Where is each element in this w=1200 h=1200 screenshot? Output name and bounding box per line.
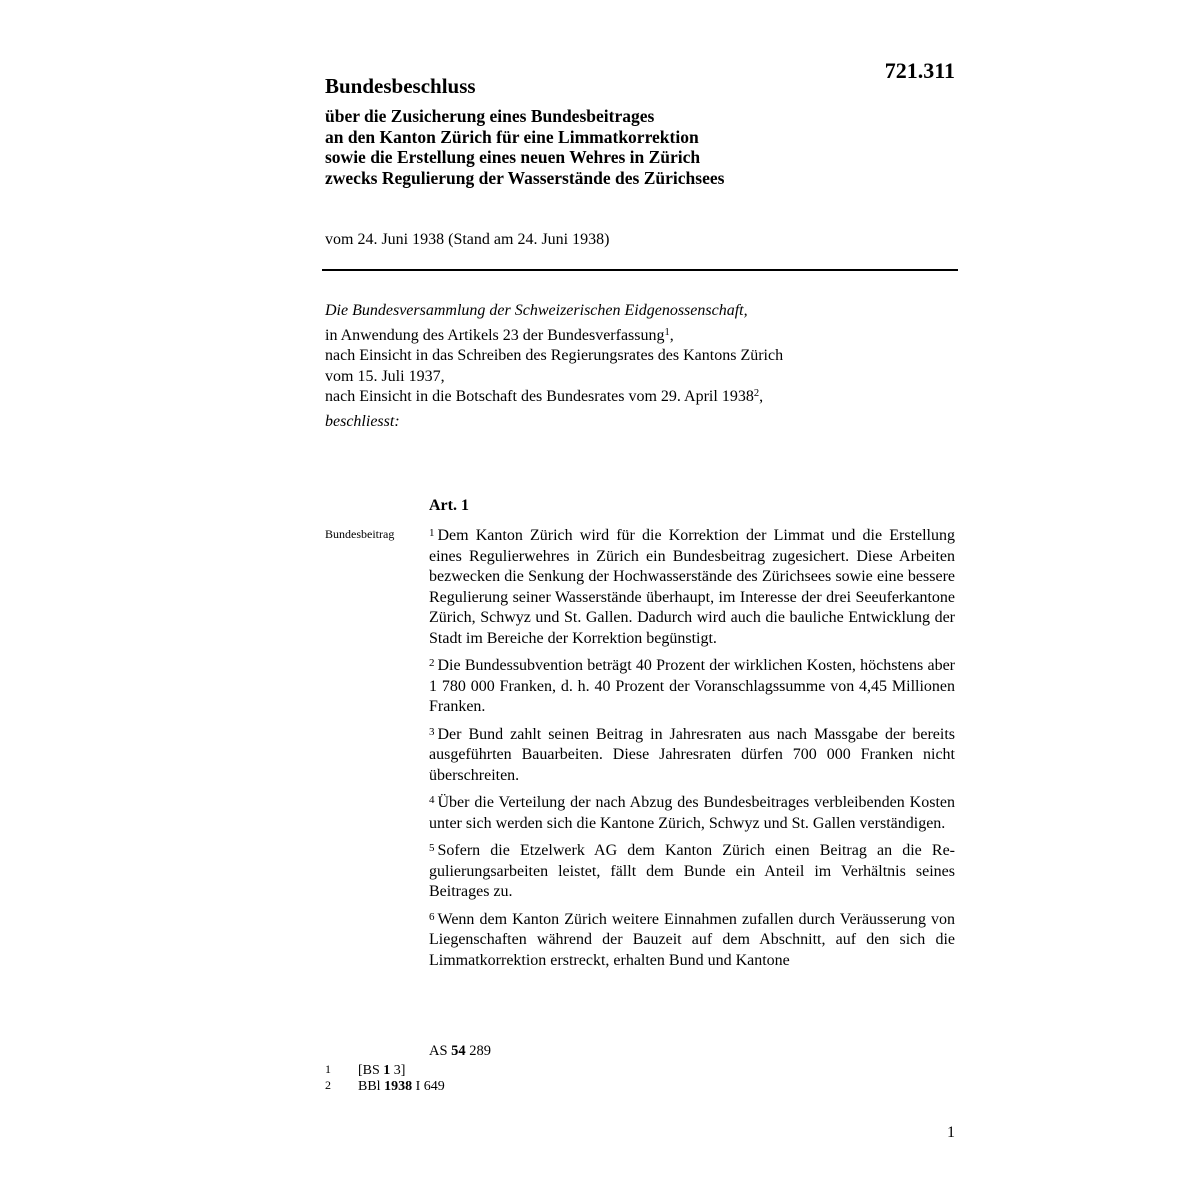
paragraph-text: Wenn dem Kanton Zürich weitere Einnahmen zufallen durch Veräusserung von Liegenschaften während der Bauzeit auf dem Abschnitt, auf den sich die Limmatkorrektion erstreckt, erhalten Bund und Kantone	[429, 910, 955, 969]
page-number: 1	[947, 1124, 955, 1141]
paragraph-number: 3	[429, 725, 435, 738]
paragraph-text: Dem Kanton Zürich wird für die Korrektion der Limmat und die Erstellung eines Regulierwehres in Zürich ein Bundesbeitrag zugesichert. Diese Arbeiten bezwecken die Senkung der Hochwasserstände des Zürichsees sowie eine bessere Regulierung seiner Wasserstände überhaupt, im Interesse der drei Seeuferkantone Zürich, Schwyz und St. Gallen. Dadurch wird auch die bauliche Entwicklung der Stadt im Bereiche der Korrektion begünstigt.	[429, 527, 955, 647]
subtitle-line: zwecks Regulierung der Wasserstände des Zürichsees	[325, 167, 725, 188]
as-volume: 54	[451, 1043, 466, 1059]
footnote-number: 1	[325, 1062, 331, 1076]
footnote-text	[358, 1063, 405, 1079]
footnote-bold: 1938	[384, 1079, 413, 1094]
preamble-punct: ,	[669, 326, 674, 344]
document-title: Bundesbeschluss	[325, 74, 476, 98]
preamble	[325, 301, 783, 432]
preamble-text: nach Einsicht in die Botschaft des Bundesrates vom 29. April 1938	[325, 388, 754, 405]
paragraph-text: Über die Verteilung der nach Abzug des Bundesbeitrages verbleibenden Kosten unter sich werden sich die Kantone Zürich, Schwyz und St. Gallen verständigen.	[429, 794, 955, 832]
article-paragraph	[429, 793, 955, 834]
paragraph-number: 4	[429, 794, 435, 806]
subtitle-line: sowie die Erstellung eines neuen Wehres in Zürich	[325, 147, 701, 167]
as-page: 289	[469, 1043, 492, 1059]
header-divider	[322, 269, 958, 271]
article-paragraph	[429, 841, 955, 903]
paragraph-number: 2	[429, 657, 435, 669]
as-reference	[429, 1043, 491, 1060]
paragraph-text: Die Bundessubvention beträgt 40 Prozent der wirklichen Kosten, höchstens aber 1 780 000 Franken, d. h. 40 Prozent der Voranschlagssumme von 4,45 Millionen Franken.	[429, 657, 955, 715]
footnote-ref-1[interactable]: 1	[664, 326, 670, 338]
subtitle-line: über die Zusicherung eines Bundesbeitrages	[325, 106, 655, 126]
footnote-number: 2	[325, 1078, 331, 1092]
document-subtitle	[325, 106, 724, 188]
preamble-text: in Anwendung des Artikels 23 der Bundesverfassung	[325, 326, 665, 344]
preamble-line	[325, 326, 783, 347]
article-paragraph	[429, 526, 955, 649]
paragraph-number: 6	[429, 910, 435, 923]
footnote-text	[358, 1079, 445, 1095]
preamble-intro: Die Bundesversammlung der Schweizerischen Eidgenossenschaft,	[325, 302, 748, 319]
sr-number: 721.311	[884, 58, 955, 83]
footnote-suffix: I 649	[415, 1079, 445, 1094]
paragraph-number: 5	[429, 842, 435, 854]
as-prefix: AS	[429, 1043, 448, 1059]
paragraph-text: Sofern die Etzelwerk AG dem Kanton Zürich einen Beitrag an die Regulierungsarbeiten leistet, fällt dem Bunde ein Anteil im Verhältnis seines Beitrages zu.	[429, 842, 955, 900]
subtitle-line: an den Kanton Zürich für eine Limmatkorrektion	[325, 126, 699, 147]
footnote-bold: 1	[383, 1063, 391, 1078]
article-title: Art. 1	[429, 497, 469, 514]
preamble-punct: ,	[759, 388, 764, 405]
footnote-prefix: BBl	[358, 1079, 381, 1094]
article-paragraph	[429, 656, 955, 718]
article-body	[429, 526, 955, 978]
footnote-ref-2[interactable]: 2	[753, 388, 760, 399]
document-date: vom 24. Juni 1938 (Stand am 24. Juni 1938)	[325, 231, 610, 248]
footnote-suffix: 3]	[393, 1063, 406, 1078]
article-paragraph	[429, 725, 955, 787]
preamble-line: vom 15. Juli 1937,	[325, 367, 445, 385]
preamble-line: nach Einsicht in das Schreiben des Regierungsrates des Kantons Zürich	[325, 347, 784, 364]
marginal-note: Bundesbeitrag	[325, 527, 395, 541]
footnote-prefix: [BS	[358, 1063, 380, 1078]
preamble-resolves: beschliesst:	[325, 412, 400, 430]
article-paragraph	[429, 910, 955, 972]
paragraph-text: Der Bund zahlt seinen Beitrag in Jahresraten aus nach Massgabe der bereits ausgeführten Bauarbeiten. Diese Jahresraten dürfen 700 000 Franken nicht überschreiten.	[429, 725, 955, 784]
paragraph-number: 1	[429, 527, 435, 539]
preamble-line	[325, 387, 783, 408]
